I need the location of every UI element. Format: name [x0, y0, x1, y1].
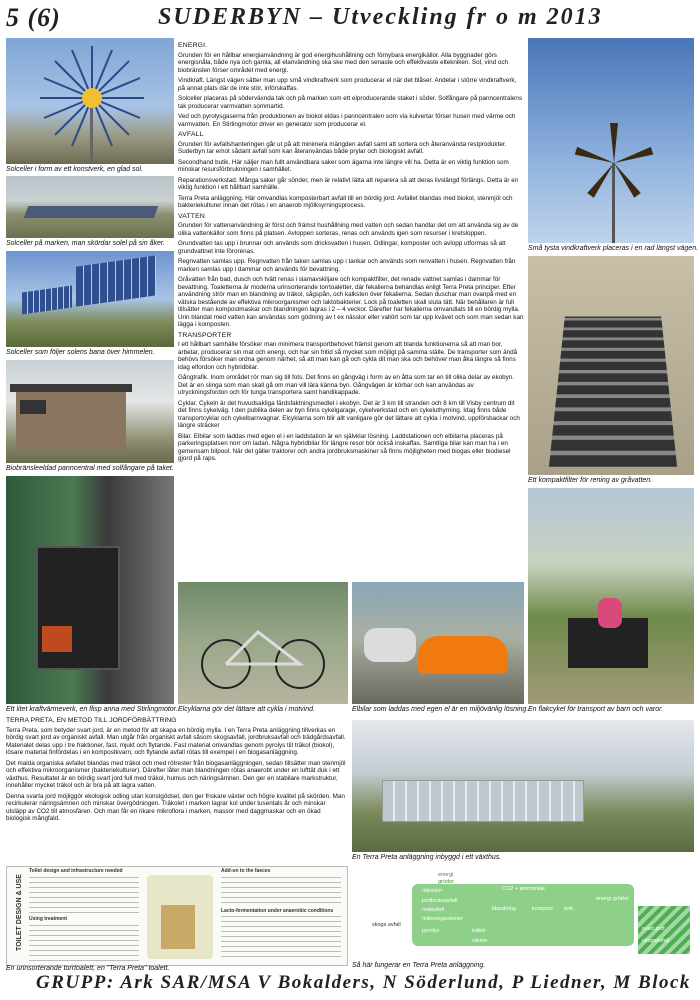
solar-sun-sculpture-icon [6, 38, 174, 164]
toilet-box-design-title: Toilet design and infrastructure needed [29, 868, 123, 874]
toilet-box-using [29, 917, 139, 961]
avfall-p3: Terra Preta anläggning. Här omvandlas komposterbart avfall till en bördig jord. Avfallet blandas med biokol, stenmjöl och bakteriekulturer innan det rötas i en anaerob mjölksyrningsprocess. [178, 194, 513, 209]
avfall-p1: Secondhand butik. Här säljer man fullt användbara saker som ägarna inte längre vill ha. Detta är en viktig funktion som minskar resursförbrukningen i samhället. [178, 158, 509, 173]
toilet-diagram [6, 866, 348, 966]
process-label-mikroorganismer: mikroorganismer [422, 916, 463, 922]
energi-p3: Ved och pyrolysgaserna från produktionen av biokol eldas i panncentralen som via kulvertar förser husen med värme och varmvatten. En Stirlingmotor driver en generator som producerar el. [178, 113, 516, 128]
process-label-svartjord: svart jord [642, 926, 665, 932]
photo-bicycles [178, 582, 348, 704]
vatten-p3: Gråvatten från bad, dusch och tvätt renas i slamavskiljare och kompaktfilter, det renade vattnet samlas i dammar för bevattning. Toaletterna är moderna urinsorterande torrtoaletter, där fekalierna behandlas enligt Terra Preta principer. Efter användning strör man en blandning av träkol, sågspån, och kalksten över fekalierna. Sedan duschar man ovanpå med en vätska bestående av effektiva mikroorganismer och laktobakterier. Lock på toaletten skall sluta tätt. När behållaren är full tillsätter man kompostmaskar och blandningen lagras i 2 – 4 veckor. Därefter har fekalierna omvandlats till en bördig mylla. Urin blandat med vatten kan användas som gödning av t ex nässlor eller vallört som tar upp kvävet och som man sedan kan lägga i komposten. [178, 276, 524, 328]
wind-turbine-icon [528, 38, 694, 243]
page-header [0, 0, 700, 38]
energi-p1: Vindkraft. Längst vägen sätter man upp små vindkraftverk som producerar el när det blåser. Andelar i större vindkraftverk, på annat plats där de inte stör, införskaffas. [178, 77, 517, 92]
toilet-illustration [147, 875, 213, 959]
toilet-box-lacto [221, 909, 341, 957]
caption-solar-track: Solceller som följer solens bana över himmelen. [6, 349, 155, 356]
caption-compost: Ett kompaktfilter för rening av gråvatten. [528, 477, 653, 484]
terra-preta-heading: TERRA PRETA, EN METOD TILL JORDFÖRBÄTTRING [6, 717, 177, 724]
process-label-matavfall: matavfall [422, 907, 445, 913]
vatten-heading: VATTEN [178, 212, 206, 220]
transporter-p0: I ett hållbart samhälle försöker man minimera transportbehovet främst genom att blanda funktionerna så att man bor, arbetar, producerar sin mat och energi, och har sin fritid så mycket som möjligt på samma ställe. De transporter som ändå behövs försöker man ordna genom närhet, så att man kan gå och cykla dit man ska och behöver man åka längre så finns idag elfordon och hybridbilar. [178, 341, 518, 371]
photo-solar-field [6, 176, 174, 238]
photo-solar-art [6, 38, 174, 164]
caption-toilet: En urinsorterande torrtoalett, en "Terra Preta" toalett. [6, 965, 170, 972]
process-label-varme: värme [472, 938, 488, 944]
process-label-energigrodor: energi grödor [596, 896, 629, 902]
toilet-box-addon-title: Add-on to the faeces [221, 868, 271, 874]
process-label-jordbruksavfall: jordbruksavfall [422, 898, 458, 904]
caption-greenhouse: En Terra Preta anläggning inbyggd i ett växthus. [352, 854, 502, 861]
energi-p0: Grunden för en hållbar energianvändning är god energihushållning och förnybara energikällor. Alla byggnader görs energisnåla, både nya och gamla, all elanvändning ska ske med den senaste och effektivaste eltekniken. Sol, vind och biobränslen förser området med energi. [178, 51, 508, 74]
page-footer: GRUPP: Ark SAR/MSA V Bokalders, N Söderlund, P Liedner, M Block [36, 972, 691, 993]
energi-p2: Solceller placeras på söderväxnda tak och på marken som ett elproducerande staket i söder. Solfångare på panncentralens tak producerar varmvatten sommartid. [178, 95, 523, 110]
caption-stirling: Ett litet kraftvärmeverk, en flisp anna med Stirlingmotor. [6, 706, 178, 713]
photo-boiler-house [6, 360, 174, 463]
transporter-heading: TRANSPORTER [178, 331, 232, 339]
vatten-p0: Grunden för vattenanvändning är först och främst hushållning med vatten och sedan handlar det om att använda sig av de olika vattenkällor som finns på platsen. Avloppen sorteras, renas och används igen som resurser i kretsloppen. [178, 222, 519, 237]
terra-preta-text [6, 717, 346, 826]
caption-ecar: Elbilar som laddas med egen el är en miljövänlig lösning. [352, 706, 529, 713]
photo-cargobike [528, 488, 694, 704]
process-label-skogsavfall: skogs avfall [372, 922, 401, 928]
toilet-box-lacto-title: Lacto-fermentation under anaerobic conditions [221, 908, 334, 914]
process-label-pyrolys: pyrolys [422, 928, 440, 934]
process-diagram [352, 866, 694, 962]
process-label-skogsavfall-end: skogsavfall [642, 938, 670, 944]
process-label-rotrester: rötrester [422, 888, 443, 894]
page-number: 5 (6) [6, 3, 61, 32]
process-label-trakol: träkol [472, 928, 486, 934]
photo-compost [528, 256, 694, 475]
vatten-p2: Regnvatten samlas upp. Regnvatten från taken samlas upp i tankar och används som renvatten i husen. Regnvatten från marken samlas upp i dammar och används för bevattning. [178, 258, 516, 273]
process-label-blandning: blandning [492, 906, 516, 912]
process-label-tork: tork [564, 906, 574, 912]
terra-preta-p1: Det malda organiska avfallet blandas med träkol och med rötrester från biogasanläggningen, sedan tillsätter man stenmjöl och effektiva mikroorganismer (bakteriekulturer). Därefter låter man blandningen rötas anaerobt under en lufttät duk i ett växthus. Resultatet är en bördig svart jord full med träkol, humus och näringsämnen. Den ger en stabilare markstruktur, innehåller mycket träkol och är bra på att lagra vatten. [6, 759, 346, 789]
process-label-grodor: grödor [438, 879, 454, 885]
process-flow-band [412, 884, 634, 946]
photo-ecar [352, 582, 524, 704]
photo-solar-track [6, 251, 174, 347]
photo-greenhouse [352, 720, 694, 852]
avfall-p0: Grunden för avfallshanteringen går ut på att minimera mängden avfall samt att sortera och återanvända restprodukter. Suderbyn tar emot sådant avfall som kan återanvändas både prylar och biologiskt avfall. [178, 140, 507, 155]
toilet-side-label: TOILET DESIGN & USE [15, 874, 23, 951]
photo-windmill [528, 38, 694, 243]
caption-solar-art: Solceller i form av ett konstverk, en glad sol. [6, 166, 143, 173]
page-title: SUDERBYN – Utveckling fr o m 2013 [158, 4, 603, 30]
process-label-kompost: kompost [532, 906, 553, 912]
avfall-heading: AVFALL [178, 131, 204, 138]
bicycle-icon [178, 582, 348, 704]
toilet-box-addon [221, 869, 341, 903]
process-label-co2: CO2 + ammoniak [502, 886, 545, 892]
caption-solar-field: Solceller på marken, man skördar solel på sin åker. [6, 240, 165, 247]
process-label-energi: energi [438, 872, 454, 878]
energi-heading: ENERGI. [178, 42, 208, 49]
caption-process: Så här fungerar en Terra Preta anläggning. [352, 962, 486, 969]
avfall-p2: Reparationsverkstad. Många saker går sönder, men är relativt lätta att reparera så att deras livslängd förlängs. Detta är en viktig funktion i ett hållbart samhälle. [178, 176, 519, 191]
caption-cargobike: En flakcykel för transport av barn och varor. [528, 706, 664, 713]
transporter-p1: Gångtrafik. Inom området rör man sig till fots. Det finns en gångväg i form av en åtta som tar en till olika delar av ekobyn. Det är en slinga som man skall gå om man vill lära känna byn. Gångvägen är körbar och kan användas av utryckningsfordon och för tunga transportera samt handikappade. [178, 374, 514, 396]
toilet-box-design [29, 869, 139, 913]
caption-boiler-house: Biobränsleeldad panncentral med solfångare på taket. [6, 465, 174, 472]
transporter-p3: Bilar. Elbilar som laddas med egen el i en laddstation är en självklar lösning. Laddstationen och elbilarna placeras på parkeringsplatsen norr om ladan. Några hybridbilar för längre resor bör också inskaffas. Samtliga bilar kan man ha i en gemensam bilpool. När det gäller traktorer och andra jordbruksmaskiner så finns möjligheten med biogas eller biodiesel gjord på raps. [178, 432, 511, 462]
main-text-column [178, 40, 525, 466]
caption-windmill: Små tysta vindkraftverk placeras i en rad längst vägen. [528, 245, 699, 252]
terra-preta-p0: Terra Preta, som betyder svart jord, är en metod för att skapa en bördig mylla. I en Terra Preta anläggning tillverkas en bördig svart jord av organiskt avfall. Man utgår från organiskt avfall såsom skogsavfall, jordbruksavfall och trädgårdsavfall. Materialet delas upp i tre fraktioner, fast, mjukt och flytande. Fast material omvandlas genom pyrolys till träkol (biokol), lösare material finfördelas i en kompostkvarn, och flytande avfall rötas till exempel i en biogasanläggning. [6, 726, 346, 756]
transporter-p2: Cyklar. Cykeln är det huvudsakliga färdsfaktningsmedlet i ekobyn. Det är 3 km till stranden och 8 km till Visby centrum dit det finns cykelväg. I den publika delen av byn finns cykelgarage, cykelverkstad och en cykeluthyrning. Idag finns både transportcyklar och cykelbarnvagnar. Elcyklarna som blir allt vanligare gör det lättare att cykla i motvind, uppförsbackar och längre sträcker [178, 399, 520, 429]
vatten-p1: Grundvatten tas upp i brunnar och används som dricksvatten i husen. Odlingar, komposter och avlopp utformas så att grundvattnet inte förorenas. [178, 240, 506, 255]
photo-stirling [6, 476, 174, 704]
toilet-box-using-title: Using treatment [29, 916, 68, 922]
caption-bicycles: Elcyklarna gör det lättare att cykla i motvind. [178, 706, 315, 713]
terra-preta-p2: Denna svarta jord möjliggör ekologisk odling utan konstgödsel, den ger friskare växter och högre kvalitet på skörden. Man recirkulerar näringsämnen och minskar övergödningen. Träkolet i marken lagrar kol under tusentals år och minskar utsläpp av CO2 till atmosfären. Och man får en rikare mikroflora i marken, massor med daggmaskar och en ökad biologisk mångfald. [6, 792, 345, 822]
